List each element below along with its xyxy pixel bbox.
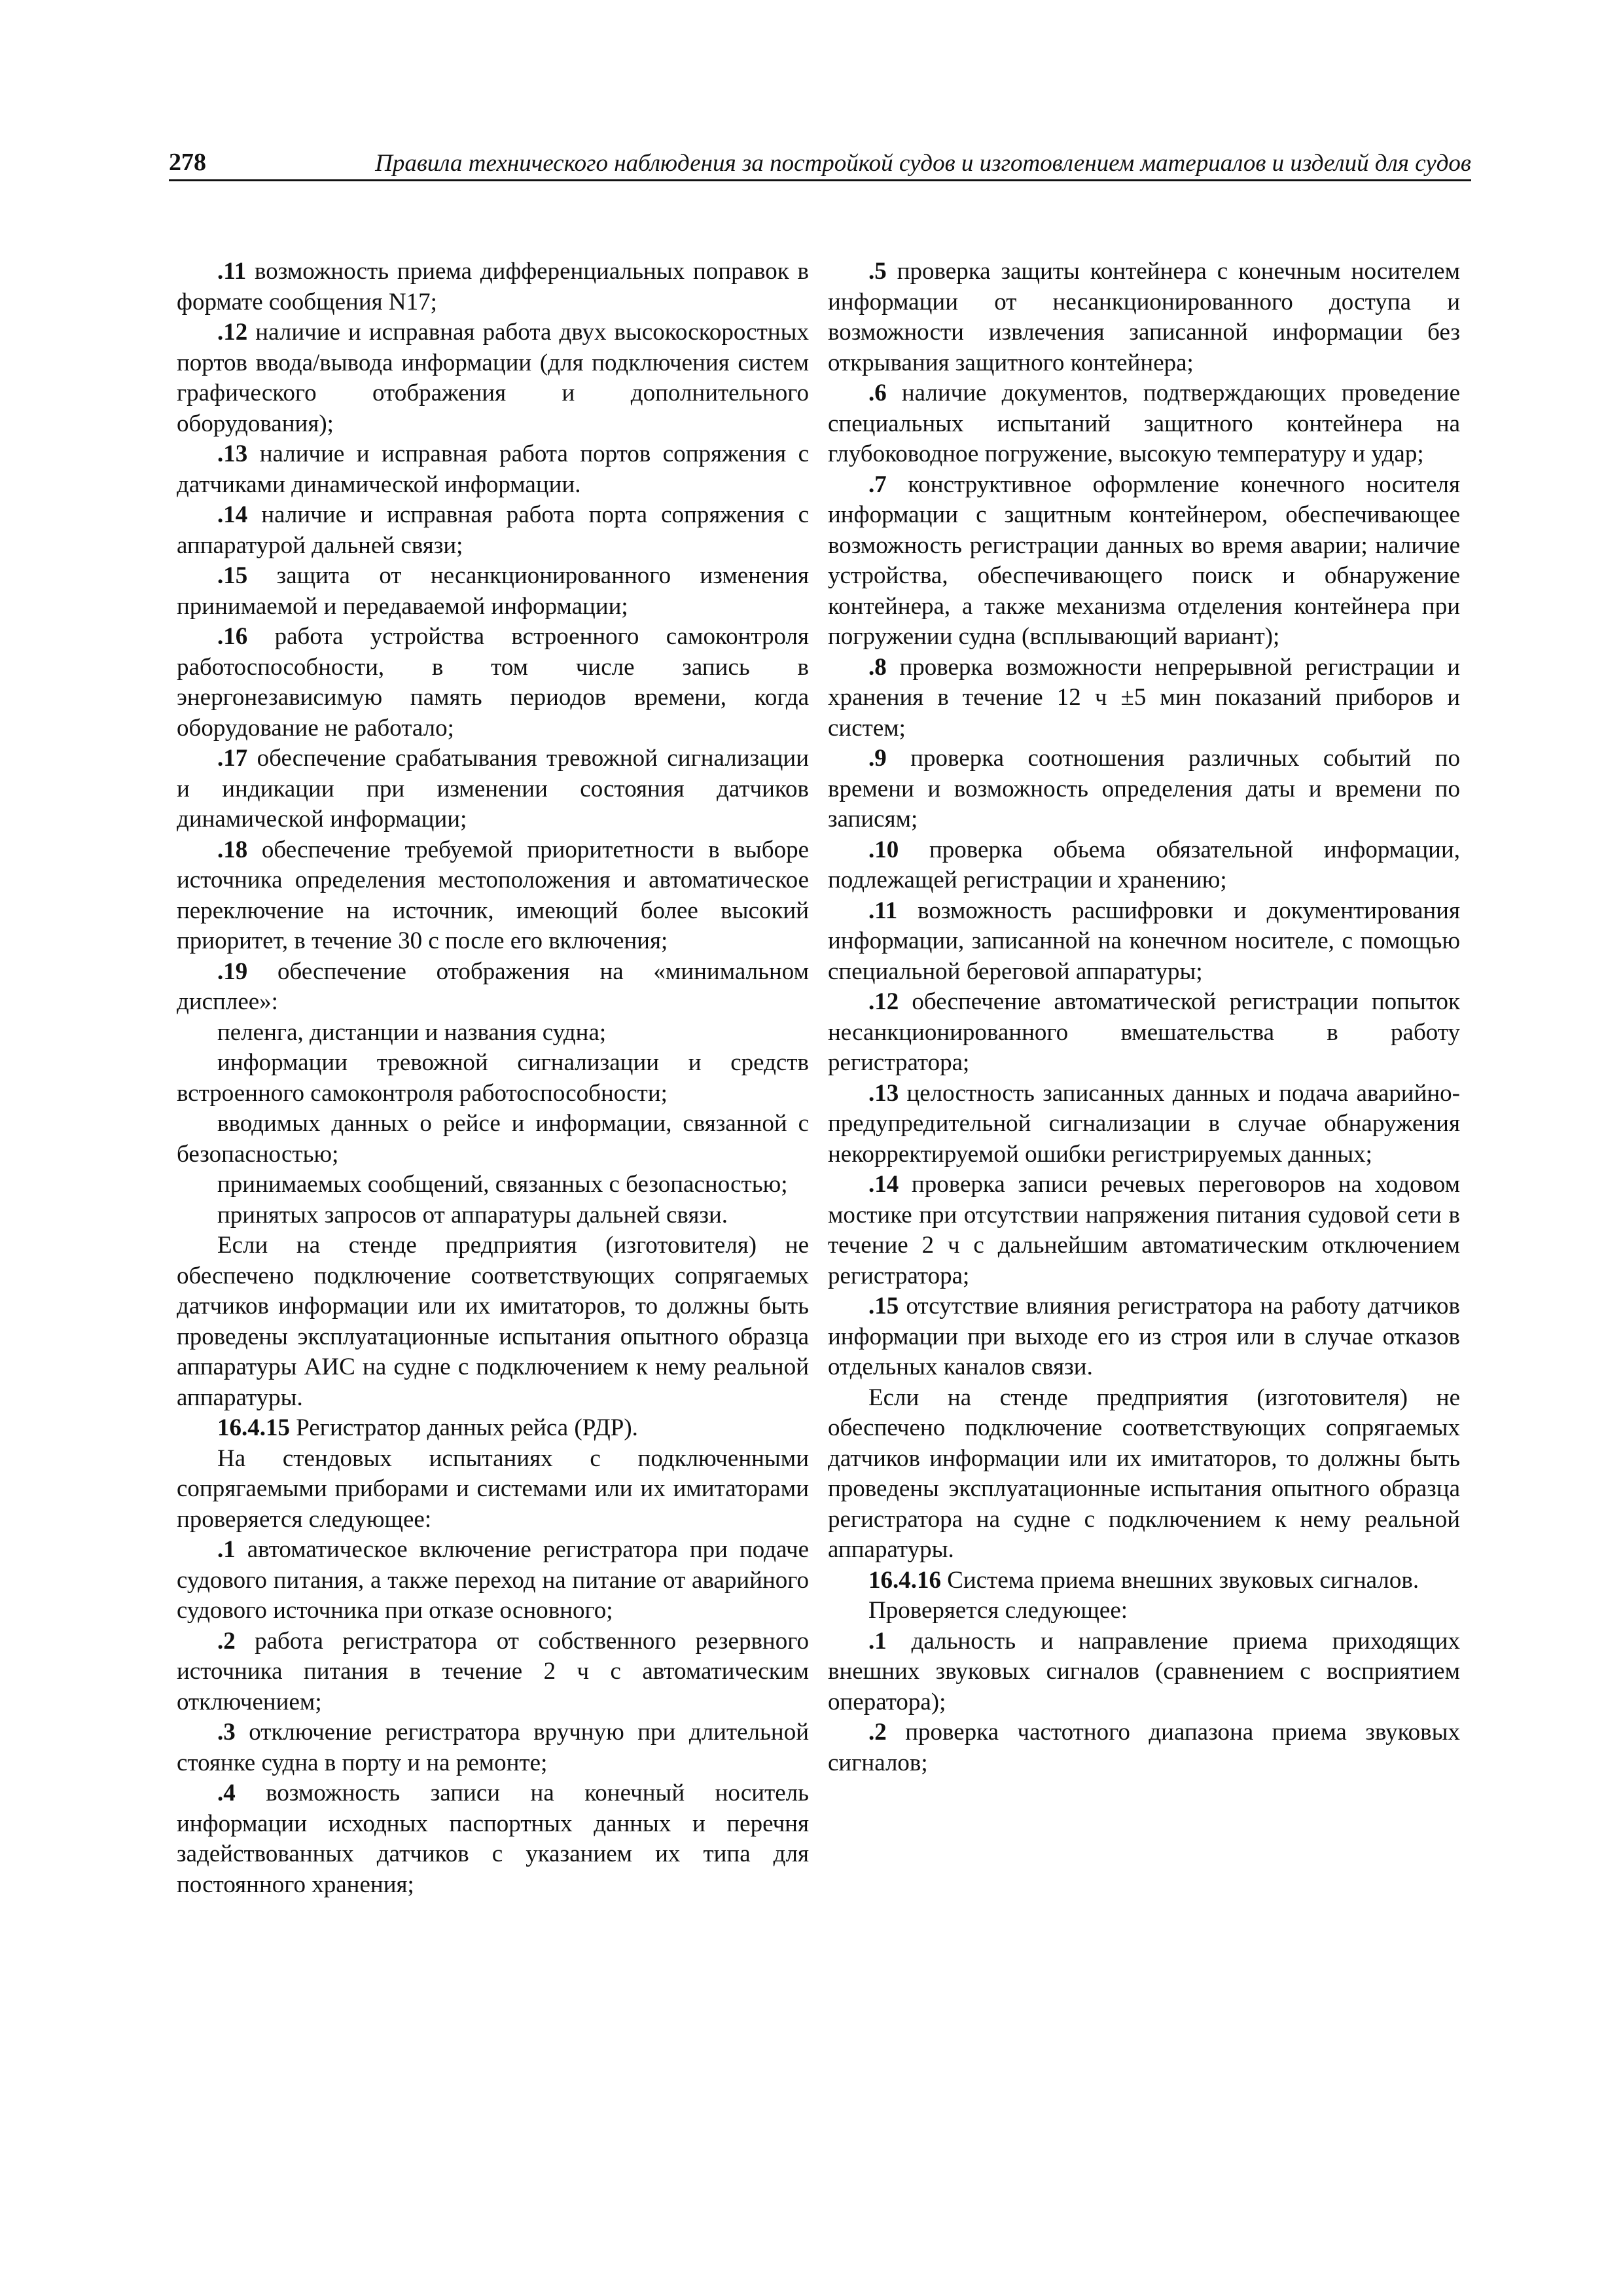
item-number: .15 <box>868 1293 899 1319</box>
paragraph-text: возможность записи на конечный носитель информации исходных паспортных данных и перечня задействованных датчиков с указанием их типа для постоянного хранения; <box>177 1780 809 1898</box>
paragraph-text: На стендовых испытаниях с подключенными сопрягаемыми приборами и системами или их имитаторами проверяется следующее: <box>177 1444 809 1533</box>
page-number: 278 <box>169 149 206 176</box>
paragraph <box>828 1079 1460 1170</box>
item-number: .2 <box>868 1719 887 1746</box>
paragraph-text: работа регистратора от собственного резервного источника питания в течение 2 ч с автоматическим отключением; <box>177 1627 809 1715</box>
item-number: .16 <box>217 623 248 650</box>
paragraph <box>177 1444 809 1535</box>
paragraph <box>177 1717 809 1778</box>
paragraph <box>177 1048 809 1109</box>
item-number: 16.4.15 <box>217 1414 290 1441</box>
item-number: .13 <box>217 440 248 467</box>
paragraph-text: отсутствие влияния регистратора на работу датчиков информации при выходе его из строя или в случае отказов отдельных каналов связи. <box>828 1293 1460 1380</box>
paragraph <box>828 378 1460 470</box>
paragraph <box>828 896 1460 988</box>
paragraph <box>828 257 1460 378</box>
paragraph <box>177 744 809 835</box>
paragraph <box>177 439 809 500</box>
paragraph-text: информации тревожной сигнализации и средств встроенного самоконтроля работоспособности; <box>177 1049 809 1107</box>
paragraph <box>177 1170 809 1200</box>
paragraph-text: проверка возможности непрерывной регистрации и хранения в течение 12 ч ±5 мин показаний приборов и систем; <box>828 653 1460 742</box>
item-number: .5 <box>868 258 887 285</box>
left-column <box>177 257 809 1900</box>
paragraph <box>177 622 809 744</box>
item-number: .19 <box>217 958 248 985</box>
paragraph-text: обеспечение отображения на «минимальном дисплее»: <box>177 958 809 1015</box>
item-number: 16.4.16 <box>868 1566 941 1594</box>
paragraph-text: работа устройства встроенного самоконтроля работоспособности, в том числе запись в энергонезависимую память периодов времени, когда оборудование не работало; <box>177 623 809 742</box>
paragraph <box>177 1018 809 1049</box>
paragraph <box>828 1291 1460 1383</box>
paragraph <box>828 1383 1460 1566</box>
paragraph <box>828 653 1460 744</box>
paragraph-text: обеспечение автоматической регистрации попыток несанкционированного вмешательства в работу регистратора; <box>828 988 1460 1076</box>
paragraph <box>828 1626 1460 1718</box>
paragraph <box>177 500 809 561</box>
paragraph-text: отключение регистратора вручную при длительной стоянке судна в порту и на ремонте; <box>177 1719 809 1776</box>
paragraph-text: Если на стенде предприятия (изготовителя) не обеспечено подключение соответствующих сопрягаемых датчиков информации или их имитаторов, то должны быть проведены эксплуатационные испытания опытного образца регистратора на судне с подключением к нему реальной аппаратуры. <box>828 1384 1460 1563</box>
paragraph <box>828 835 1460 896</box>
paragraph-text: дальность и направление приема приходящих внешних звуковых сигналов (сравнением с восприятием оператора); <box>828 1627 1460 1715</box>
item-number: .3 <box>217 1719 236 1746</box>
item-number: .1 <box>868 1627 887 1655</box>
paragraph-text: проверка частотного диапазона приема звуковых сигналов; <box>828 1719 1460 1776</box>
paragraph <box>177 257 809 317</box>
item-number: .15 <box>217 562 248 589</box>
paragraph-text: обеспечение срабатывания тревожной сигнализации и индикации при изменении состояния датчиков динамической информации; <box>177 745 809 833</box>
item-number: .1 <box>217 1536 236 1563</box>
item-number: .11 <box>868 897 898 924</box>
paragraph-text: наличие документов, подтверждающих проведение специальных испытаний защитного контейнера на глубоководное погружение, высокую температуру и удар; <box>828 380 1460 467</box>
paragraph <box>177 1778 809 1900</box>
paragraph <box>828 1596 1460 1626</box>
paragraph <box>177 1200 809 1231</box>
paragraph <box>177 1626 809 1718</box>
paragraph-text: наличие и исправная работа двух высокоскоростных портов ввода/вывода информации (для подключения систем графического отображения и дополнительного оборудования); <box>177 319 809 437</box>
paragraph <box>828 744 1460 835</box>
paragraph-text: принятых запросов от аппаратуры дальней связи. <box>217 1201 728 1229</box>
paragraph <box>177 835 809 957</box>
paragraph-text: наличие и исправная работа порта сопряжения с аппаратурой дальней связи; <box>177 501 809 559</box>
paragraph-text: пеленга, дистанции и названия судна; <box>217 1018 607 1046</box>
paragraph-text: автоматическое включение регистратора при подаче судового питания, а также переход на питание от аварийного судового источника при отказе основного; <box>177 1536 809 1624</box>
paragraph <box>177 1109 809 1170</box>
item-number: .10 <box>868 836 899 863</box>
paragraph-text: проверка соотношения различных событий по времени и возможность определения даты и времени по записям; <box>828 745 1460 833</box>
running-title: Правила технического наблюдения за постройкой судов и изготовлением материалов и изделий для судов <box>375 150 1471 177</box>
paragraph-text: проверка обьема обязательной информации, подлежащей регистрации и хранению; <box>828 836 1460 893</box>
item-number: .12 <box>868 988 899 1015</box>
item-number: .14 <box>868 1171 899 1198</box>
item-number: .11 <box>217 258 247 285</box>
paragraph-text: обеспечение требуемой приоритетности в выборе источника определения местоположения и автоматическое переключение на источник, имеющий более высокий приоритет, в течение 30 с после его включения; <box>177 836 809 954</box>
paragraph-text: возможность приема дифференциальных поправок в формате сообщения N17; <box>177 258 809 315</box>
item-number: .8 <box>868 653 887 681</box>
paragraph-text: проверка записи речевых переговоров на ходовом мостике при отсутствии напряжения питания судовой сети в течение 2 ч с дальнейшим автоматическим отключением регистратора; <box>828 1171 1460 1289</box>
paragraph-text: возможность расшифровки и документирования информации, записанной на конечном носителе, с помощью специальной береговой аппаратуры; <box>828 897 1460 985</box>
paragraph-text: Система приема внешних звуковых сигналов. <box>941 1566 1419 1594</box>
paragraph <box>177 957 809 1018</box>
paragraph <box>828 470 1460 653</box>
paragraph-text: конструктивное оформление конечного носителя информации с защитным контейнером, обеспечивающее возможность регистрации данных во время аварии; наличие устройства, обеспечивающего поиск и обнаружение контейнера, а также механизма отделения контейнера при погружении судна (всплывающий вариант); <box>828 471 1460 650</box>
paragraph-text: Если на стенде предприятия (изготовителя) не обеспечено подключение соответствующих сопрягаемых датчиков информации или их имитаторов, то должны быть проведены эксплуатационные испытания опытного образца аппаратуры АИС на судне с подключением к нему реальной аппаратуры. <box>177 1232 809 1411</box>
paragraph <box>828 987 1460 1079</box>
paragraph-text: Регистратор данных рейса (РДР). <box>290 1414 638 1441</box>
paragraph <box>177 1413 809 1444</box>
item-number: .18 <box>217 836 248 863</box>
item-number: .13 <box>868 1079 899 1107</box>
item-number: .14 <box>217 501 248 528</box>
paragraph-text: Проверяется следующее: <box>868 1597 1128 1624</box>
paragraph <box>177 1535 809 1626</box>
paragraph-text: защита от несанкционированного изменения принимаемой и передаваемой информации; <box>177 562 809 620</box>
paragraph <box>828 1170 1460 1291</box>
paragraph <box>177 561 809 622</box>
item-number: .12 <box>217 319 248 346</box>
item-number: .17 <box>217 745 248 772</box>
item-number: .2 <box>217 1627 236 1655</box>
paragraph <box>177 1230 809 1413</box>
right-column <box>828 257 1460 1778</box>
paragraph-text: принимаемых сообщений, связанных с безопасностью; <box>217 1171 788 1198</box>
paragraph <box>177 317 809 439</box>
paragraph-text: проверка защиты контейнера с конечным носителем информации от несанкционированного доступа и возможности извлечения записанной информации без открывания защитного контейнера; <box>828 258 1460 376</box>
item-number: .6 <box>868 380 887 406</box>
paragraph-text: наличие и исправная работа портов сопряжения с датчиками динамической информации. <box>177 440 809 498</box>
item-number: .9 <box>868 745 887 772</box>
item-number: .4 <box>217 1780 236 1806</box>
page-header <box>169 145 1471 181</box>
paragraph-text: вводимых данных о рейсе и информации, связанной с безопасностью; <box>177 1110 809 1168</box>
paragraph-text: целостность записанных данных и подача аварийно-предупредительной сигнализации в случае обнаружения некорректируемой ошибки регистрируемых данных; <box>828 1079 1460 1168</box>
item-number: .7 <box>868 471 887 498</box>
paragraph <box>828 1717 1460 1778</box>
paragraph <box>828 1566 1460 1596</box>
